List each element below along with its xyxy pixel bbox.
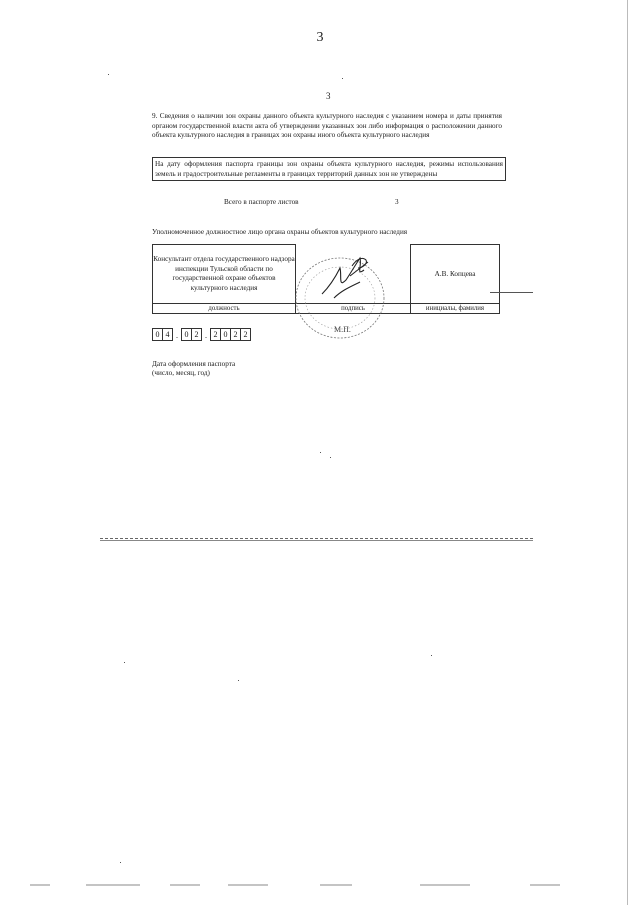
date-year-digit: 0 xyxy=(221,328,231,341)
scan-speck xyxy=(238,680,239,681)
page-number-inner: 3 xyxy=(326,91,331,101)
scan-speck xyxy=(120,862,121,863)
caption-signature: подпись xyxy=(296,304,411,314)
date-year-digit: 2 xyxy=(231,328,241,341)
scan-speck xyxy=(108,74,109,75)
scan-speck xyxy=(431,655,432,656)
date-separator: . xyxy=(205,331,207,340)
date-day-digit: 4 xyxy=(163,328,173,341)
scan-speck xyxy=(124,662,125,663)
total-sheets-label: Всего в паспорте листов xyxy=(224,198,299,206)
scan-bottom-edge xyxy=(0,884,640,886)
table-extension-line xyxy=(490,292,533,293)
page-edge xyxy=(627,0,628,905)
divider-line xyxy=(100,540,533,541)
official-position: Консультант отдела государственного надзора инспекции Тульской области по государственной охране объектов культурного наследия xyxy=(153,245,296,304)
date-year-digit: 2 xyxy=(210,328,221,341)
official-stamp-and-signature xyxy=(290,246,390,346)
date-month-digit: 2 xyxy=(192,328,202,341)
total-sheets-value: 3 xyxy=(395,198,399,206)
scan-speck xyxy=(342,78,343,79)
date-label: Дата оформления паспорта (число, месяц, год) xyxy=(152,360,236,377)
page-number-top: 3 xyxy=(316,30,324,45)
section-9-heading: 9. Сведения о наличии зон охраны данного объекта культурного наследия с указанием номера и даты принятия органом государственной власти акта об утверждении указанных зон либо информация о расположении данного объекта культурного наследия в границах зон охраны иного объекта культурного наследия xyxy=(152,112,502,139)
passport-date xyxy=(152,328,251,341)
caption-position: должность xyxy=(153,304,296,314)
stamp-mp-label: М.П. xyxy=(334,325,351,334)
date-month-digit: 0 xyxy=(181,328,192,341)
scan-speck xyxy=(330,457,331,458)
date-year-digit: 2 xyxy=(241,328,251,341)
divider-line xyxy=(100,538,533,539)
official-name: А.В. Копцева xyxy=(411,245,500,304)
caption-name: инициалы, фамилия xyxy=(411,304,500,314)
section-9-boxed-text: На дату оформления паспорта границы зон охраны объекта культурного наследия, режимы использования земель и градостроительные регламенты в границах территорий данных зон не утверждены xyxy=(152,157,506,181)
scan-speck xyxy=(320,452,321,453)
official-label: Уполномоченное должностное лицо органа охраны объектов культурного наследия xyxy=(152,228,408,236)
date-day-digit: 0 xyxy=(152,328,163,341)
date-separator: . xyxy=(176,331,178,340)
